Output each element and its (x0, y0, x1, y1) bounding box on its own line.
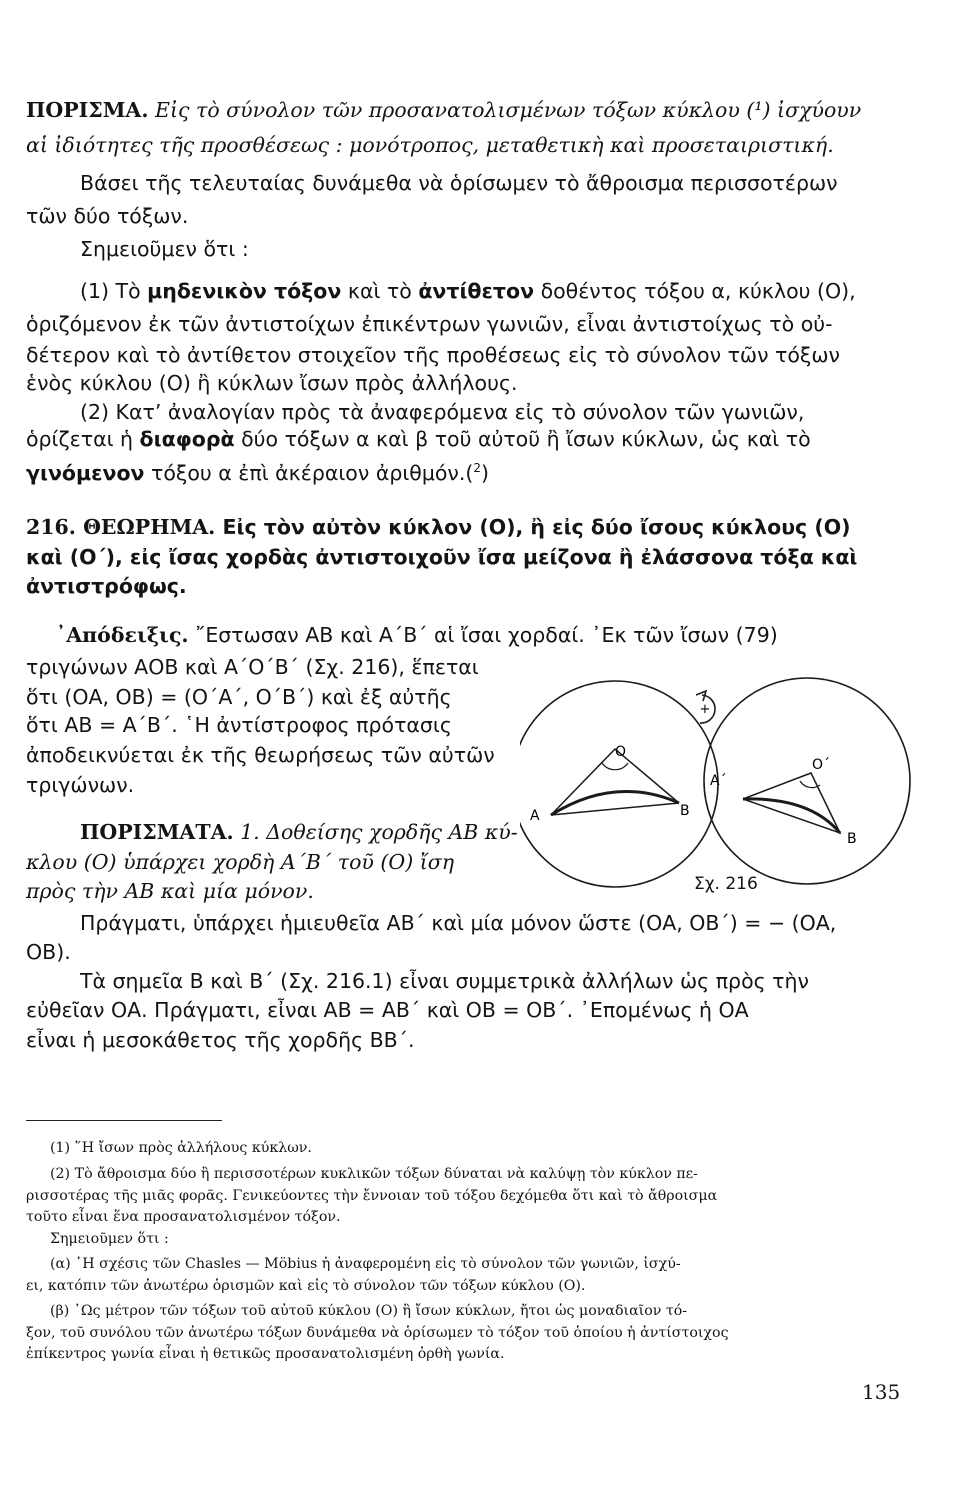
corollaries-line-3: πρὸς τὴν ΑΒ καὶ μία μόνον. (26, 879, 314, 903)
corollary-heading: ΠΟΡΙΣΜΑ. (26, 98, 149, 122)
circle-o-prime (704, 678, 910, 884)
corollary-line-3: Βάσει τῆς τελευταίας δυνάμεθα νὰ ὁρίσωμεν τὸ ἄθροισμα περισσοτέρων (80, 171, 838, 195)
proof-line-5: ἀποδεικνύεται ἐκ τῆς θεωρήσεως τῶν αὐτῶν (26, 743, 495, 767)
proof-line-3: ὅτι (ΟΑ, ΟΒ) = (Ο΄Α΄, Ο΄Β΄) καὶ ἐξ αὐτῆς (26, 685, 452, 709)
corollaries-body-3: Τὰ σημεῖα Β καὶ Β΄ (Σχ. 216.1) εἶναι συμμετρικὰ ἀλλήλων ὡς πρὸς τὴν (80, 969, 809, 993)
corollaries-body-2: ΟΒ). (26, 940, 71, 964)
corollary-line-2: αἱ ἰδιότητες τῆς προσθέσεως : μονότροπος, μεταθετικὴ καὶ προσεταιριστική. (26, 133, 834, 157)
proof-line-4: ὅτι ΑΒ = Α΄Β΄. ῾Η ἀντίστροφος πρότασις (26, 713, 452, 737)
term-product: γινόμενον (26, 461, 145, 485)
corollaries-body-4: εὐθεῖαν ΟΑ. Πράγματι, εἶναι ΑΒ = ΑΒ΄ καὶ ΟΒ = ΟΒ΄. ᾿Επομένως ἡ ΟΑ (26, 998, 749, 1022)
proof-line-6: τριγώνων. (26, 773, 135, 797)
corollary-line-11: ὁρίζεται ἡ διαφορὰ δύο τόξων α καὶ β τοῦ αὐτοῦ ἢ ἴσων κύκλων, ὡς καὶ τὸ (26, 427, 811, 451)
footnote-2-line-3: τοῦτο εἶναι ἕνα προσανατολισμένον τόξον. (26, 1209, 341, 1225)
footnote-note: Σημειοῦμεν ὅτι : (50, 1231, 169, 1247)
corollaries-line-1: ΠΟΡΙΣΜΑΤΑ. 1. Δοθείσης χορδῆς ΑΒ κύ- (80, 820, 518, 844)
figure-caption: Σχ. 216 (694, 874, 758, 894)
label-b: B (680, 803, 690, 819)
footnote-separator (26, 1120, 222, 1121)
proof-line-2: τριγώνων ΑΟΒ καὶ Α΄Ο΄Β΄ (Σχ. 216), ἕπεται (26, 655, 479, 679)
figure-216 (520, 665, 920, 895)
corollaries-body-5: εἶναι ἡ μεσοκάθετος τῆς χορδῆς ΒΒ΄. (26, 1028, 415, 1052)
label-o: O (615, 744, 627, 760)
footnote-b-line-2: ξον, τοῦ συνόλου τῶν ἀνωτέρω τόξων δυνάμεθα νὰ ὁρίσωμεν τὸ τόξον τοῦ ὁποίου ἡ ἀντίστοιχος (26, 1325, 729, 1341)
label-b-prime: B (847, 831, 857, 847)
corollary-line-1 (26, 95, 906, 125)
label-a: A (530, 808, 540, 824)
corollaries-body-1: Πράγματι, ὑπάρχει ἡμιευθεῖα ΑΒ΄ καὶ μία μόνον ὥστε (ΟΑ, ΟΒ΄) = − (ΟΑ, (80, 911, 837, 935)
orientation-arrowhead (696, 691, 706, 701)
footnote-2-line-1: (2) Τὸ ἄθροισμα δύο ἢ περισσοτέρων κυκλικῶν τόξων δύναται νὰ καλύψῃ τὸν κύκλον πε- (50, 1166, 698, 1182)
term-zero-arc: μηδενικὸν τόξον (147, 279, 342, 303)
corollary-point-2: (2) Κατ’ ἀναλογίαν πρὸς τὰ ἀναφερόμενα εἰς τὸ σύνολον τῶν γωνιῶν, (80, 400, 805, 424)
theorem-line-3: ἀντιστρόφως. (26, 574, 187, 598)
label-o-prime: O΄ (812, 757, 831, 773)
theorem-number: 216. ΘΕΩΡΗΜΑ. (26, 515, 216, 539)
footnote-a-line-1: (α) ῾Η σχέσις τῶν Chasles — Möbius ἡ ἀναφερομένη εἰς τὸ σύνολον τῶν γωνιῶν, ἰσχύ- (50, 1256, 681, 1272)
footnote-2-line-2: ρισσοτέρας τῆς μιᾶς φορᾶς. Γενικεύοντες τὴν ἔννοιαν τοῦ τόξου δεχόμεθα ὅτι καὶ τὸ ἄθροισμα (26, 1188, 718, 1204)
corollary-statement: Εἰς τὸ σύνολον τῶν προσανατολισμένων τόξων κύκλου (¹) ἰσχύουν (154, 98, 862, 122)
orientation-sign: + (699, 702, 711, 717)
footnote-b-line-1: (β) ῾Ως μέτρον τῶν τόξων τοῦ αὐτοῦ κύκλου (Ο) ἢ ἴσων κύκλων, ἤτοι ὡς μοναδιαῖον τό- (50, 1303, 688, 1319)
theorem-statement: Εἰς τὸν αὐτὸν κύκλον (Ο), ἢ εἰς δύο ἴσους κύκλους (Ο) (215, 515, 851, 539)
footnote-1: (1) ῞Η ἴσων πρὸς ἀλλήλους κύκλων. (50, 1140, 312, 1156)
corollaries-heading: ΠΟΡΙΣΜΑΤΑ. (80, 820, 234, 844)
corollary-line-8: δέτερον καὶ τὸ ἀντίθετον στοιχεῖον τῆς προθέσεως εἰς τὸ σύνολον τῶν τόξων (26, 343, 840, 367)
corollary-line-9: ἑνὸς κύκλου (Ο) ἢ κύκλων ἴσων πρὸς ἀλλήλους. (26, 371, 518, 395)
angle-mark-o (602, 763, 628, 770)
term-difference: διαφορὰ (139, 427, 235, 451)
footnote-a-line-2: ει, κατόπιν τῶν ἀνωτέρω ὁρισμῶν καὶ εἰς τὸ σύνολον τῶν τόξων κύκλου (Ο). (26, 1278, 586, 1294)
term-opposite: ἀντίθετον (418, 279, 535, 303)
footnote-ref-2: 2 (473, 461, 482, 475)
corollary-line-12: γινόμενον τόξου α ἐπὶ ἀκέραιον ἀριθμόν.($^2$) (26, 461, 490, 485)
label-a-prime: A΄ (710, 773, 727, 789)
footnote-b-line-3: ἐπίκεντρος γωνία εἶναι ἡ θετικῶς προσανατολισμένη ὀρθὴ γωνία. (26, 1346, 505, 1362)
theorem-line-2: καὶ (Ο΄), εἰς ἴσας χορδὰς ἀντιστοιχοῦν ἴσα μείζονα ἢ ἐλάσσονα τόξα καὶ (26, 545, 858, 569)
corollary-line-7: ὁριζόμενον ἐκ τῶν ἀντιστοίχων ἐπικέντρων γωνιῶν, εἶναι ἀντιστοίχως τὸ οὐ- (26, 312, 833, 336)
page-number: 135 (862, 1380, 901, 1404)
proof-label: ᾿Απόδειξις. (56, 623, 189, 647)
corollary-line-4: τῶν δύο τόξων. (26, 204, 189, 228)
corollary-point-1: (1) Τὸ μηδενικὸν τόξον καὶ τὸ ἀντίθετον δοθέντος τόξου α, κύκλου (Ο), (80, 279, 856, 303)
corollaries-line-2: κλου (Ο) ὑπάρχει χορδὴ Α΄Β΄ τοῦ (Ο) ἴση (26, 850, 455, 874)
proof-line-1: ᾿Απόδειξις. ῎Εστωσαν ΑΒ καὶ Α΄Β΄ αἱ ἴσαι χορδαί. ᾿Εκ τῶν ἴσων (79) (56, 623, 778, 647)
theorem-line-1 (26, 512, 906, 542)
corollary-note-intro: Σημειοῦμεν ὅτι : (80, 237, 249, 261)
circle-o (520, 681, 718, 887)
